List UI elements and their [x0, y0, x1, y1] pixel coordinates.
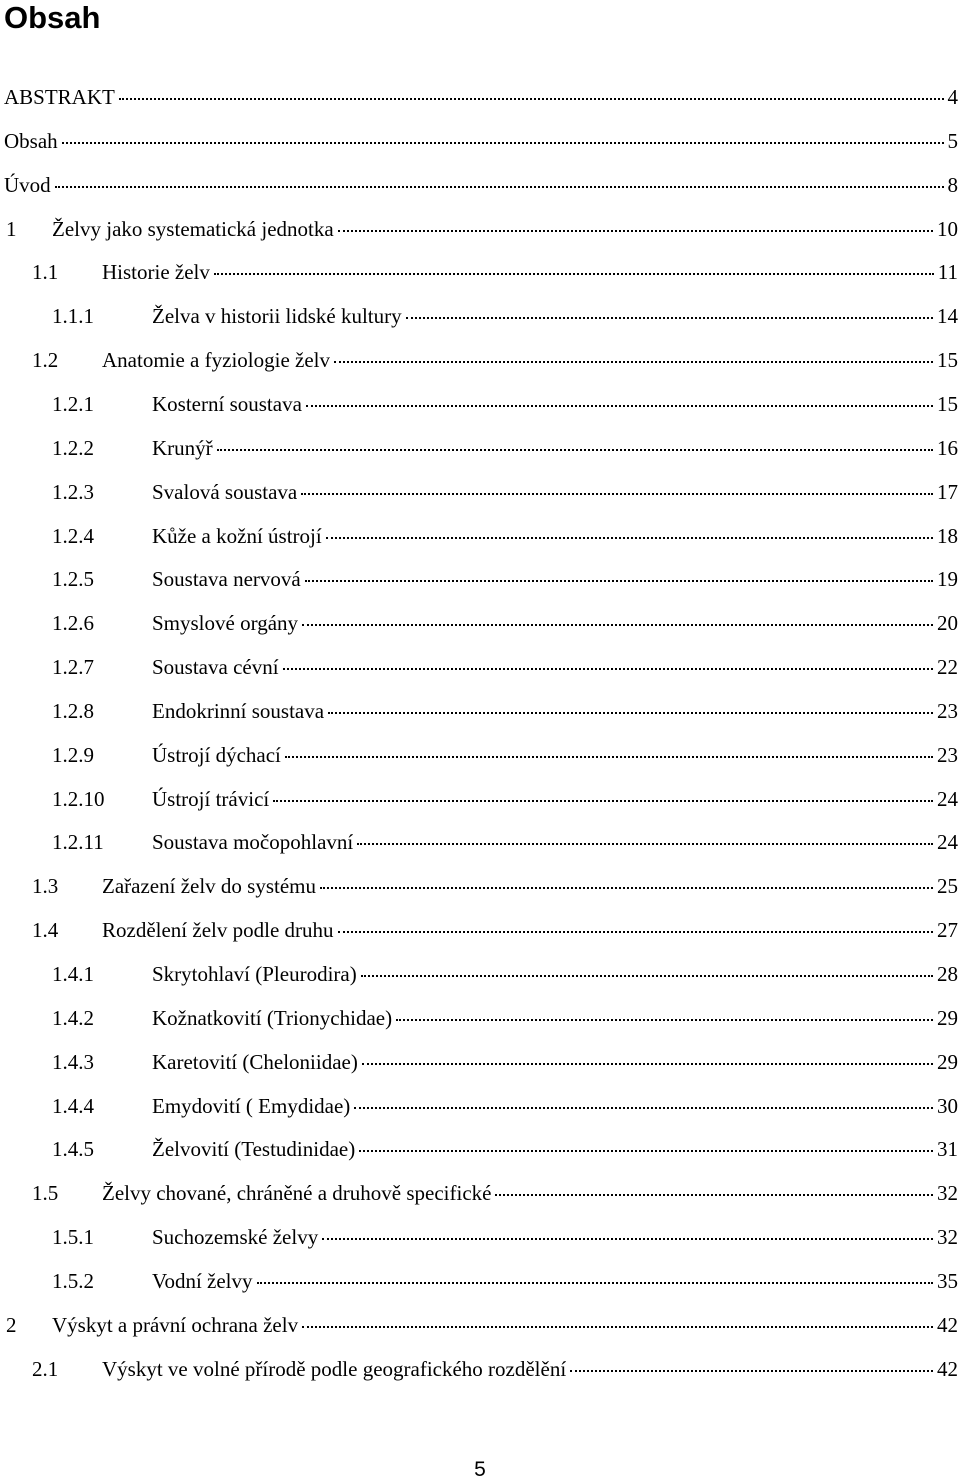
toc-entry[interactable] — [0, 214, 958, 244]
toc-entry-number: 1.5 — [32, 1181, 59, 1206]
toc-entry-title: Soustava cévní — [152, 655, 279, 680]
toc-entry-number: 1.5.2 — [52, 1268, 94, 1293]
toc-entry[interactable] — [0, 257, 958, 287]
toc-leader-dots — [257, 1281, 933, 1284]
toc-entry-page: 32 — [937, 1225, 958, 1250]
toc-entry-page: 24 — [937, 830, 958, 855]
toc-entry-page: 15 — [937, 391, 958, 416]
toc-entry-title: Svalová soustava — [152, 479, 298, 504]
toc-entry[interactable] — [0, 389, 958, 419]
toc-entry-number: 1.1.1 — [52, 304, 94, 329]
toc-entry[interactable] — [0, 871, 958, 901]
toc-entry-number: 1.2.7 — [52, 655, 94, 680]
toc-entry-number: 1.4.3 — [52, 1049, 94, 1074]
toc-entry-number: 1.4 — [32, 918, 59, 943]
toc-entry-page: 23 — [937, 698, 958, 723]
page-title: Obsah — [4, 0, 101, 35]
toc-entry[interactable] — [0, 1091, 958, 1121]
toc-entry-page: 32 — [937, 1181, 958, 1206]
toc-entry-number: 1.2.8 — [52, 698, 94, 723]
toc-entry-number: 1.2.3 — [52, 479, 94, 504]
toc-entry-page: 29 — [937, 1049, 958, 1074]
toc-entry[interactable] — [0, 1266, 958, 1296]
toc-leader-dots — [328, 711, 933, 714]
toc-entry[interactable] — [0, 126, 958, 156]
toc-entry-title: Výskyt ve volné přírodě podle geografického rozdělění — [102, 1356, 567, 1381]
toc-entry-page: 24 — [937, 786, 958, 811]
toc-entry-page: 14 — [937, 304, 958, 329]
toc-leader-dots — [359, 1149, 933, 1152]
toc-entry-number: 1.3 — [32, 874, 59, 899]
toc-entry-title: Kůže a kožní ústrojí — [152, 523, 322, 548]
toc-leader-dots — [354, 1106, 933, 1109]
toc-entry-title: Želvy jako systematická jednotka — [52, 216, 334, 241]
toc-entry-title: Kožnatkovití (Trionychidae) — [152, 1005, 393, 1030]
toc-leader-dots — [62, 141, 944, 144]
toc-entry-number: 1.2.10 — [52, 786, 105, 811]
toc-leader-dots — [302, 1325, 933, 1328]
toc-entry[interactable] — [0, 1222, 958, 1252]
toc-entry-page: 31 — [937, 1137, 958, 1162]
toc-entry-number: 1.4.4 — [52, 1093, 94, 1118]
toc-entry[interactable] — [0, 827, 958, 857]
toc-entry-title: Soustava močopohlavní — [152, 830, 354, 855]
toc-leader-dots — [357, 842, 933, 845]
toc-entry-page: 11 — [937, 260, 958, 285]
toc-entry-number: 1.2 — [32, 348, 59, 373]
toc-entry-title: Úvod — [4, 172, 51, 197]
toc-entry[interactable] — [0, 740, 958, 770]
toc-leader-dots — [338, 229, 933, 232]
toc-entry[interactable] — [0, 477, 958, 507]
toc-entry-number: 1.2.2 — [52, 435, 94, 460]
toc-entry[interactable] — [0, 1003, 958, 1033]
toc-entry-title: Historie želv — [102, 260, 210, 285]
toc-entry[interactable] — [0, 915, 958, 945]
toc-entry[interactable] — [0, 170, 958, 200]
toc-entry[interactable] — [0, 433, 958, 463]
toc-entry-page: 16 — [937, 435, 958, 460]
toc-entry-title: Suchozemské želvy — [152, 1225, 319, 1250]
toc-leader-dots — [495, 1193, 933, 1196]
toc-entry[interactable] — [0, 521, 958, 551]
page-number: 5 — [474, 1458, 486, 1481]
toc-entry-page: 20 — [937, 611, 958, 636]
toc-entry[interactable] — [0, 1178, 958, 1208]
toc-leader-dots — [302, 623, 933, 626]
toc-leader-dots — [283, 667, 933, 670]
toc-entry-page: 8 — [947, 172, 958, 197]
toc-entry-page: 27 — [937, 918, 958, 943]
toc-entry-number: 1.2.4 — [52, 523, 94, 548]
toc-leader-dots — [55, 185, 944, 188]
toc-leader-dots — [334, 360, 933, 363]
toc-leader-dots — [396, 1018, 933, 1021]
toc-entry-title: Krunýř — [152, 435, 213, 460]
toc-entry-page: 17 — [937, 479, 958, 504]
toc-entry-number: 2.1 — [32, 1356, 59, 1381]
toc-entry-page: 4 — [947, 85, 958, 109]
toc-entry-number: 1.2.6 — [52, 611, 94, 636]
toc-entry-number: 1.4.5 — [52, 1137, 94, 1162]
toc-leader-dots — [285, 755, 933, 758]
toc-entry[interactable] — [0, 345, 958, 375]
toc-entry-page: 15 — [937, 348, 958, 373]
toc-entry-title: Endokrinní soustava — [152, 698, 325, 723]
toc-entry-page: 19 — [937, 567, 958, 592]
toc-leader-dots — [306, 404, 933, 407]
toc-entry-title: Ústrojí dýchací — [152, 742, 281, 767]
toc-entry-title: Výskyt a právní ochrana želv — [52, 1312, 299, 1337]
toc-entry-title: Želvy chované, chráněné a druhově specifické — [102, 1181, 492, 1206]
toc-entry-title: Kosterní soustava — [152, 391, 302, 416]
toc-entry[interactable] — [0, 696, 958, 726]
toc-entry[interactable] — [0, 784, 958, 814]
toc-entry-title: Anatomie a fyziologie želv — [102, 348, 330, 373]
toc-entry-number: 1.2.9 — [52, 742, 94, 767]
toc-leader-dots — [322, 1237, 933, 1240]
toc-leader-dots — [570, 1369, 933, 1372]
toc-entry-number: 1.2.11 — [52, 830, 104, 855]
toc-entry[interactable] — [0, 1354, 958, 1384]
toc-entry-title: Želva v historii lidské kultury — [152, 304, 402, 329]
toc-entry-page: 30 — [937, 1093, 958, 1118]
toc-entry-page: 35 — [937, 1268, 958, 1293]
toc-leader-dots — [217, 448, 933, 451]
toc-entry-number: 2 — [6, 1312, 17, 1337]
toc-leader-dots — [362, 1062, 933, 1065]
toc-leader-dots — [320, 886, 933, 889]
toc-leader-dots — [338, 930, 933, 933]
toc-entry-title: Želvovití (Testudinidae) — [152, 1137, 356, 1162]
toc-entry-page: 25 — [937, 874, 958, 899]
toc-leader-dots — [305, 579, 933, 582]
toc-entry-number: 1.2.1 — [52, 391, 94, 416]
toc-entry[interactable] — [0, 608, 958, 638]
toc-entry[interactable] — [0, 1134, 958, 1164]
toc-leader-dots — [214, 272, 934, 275]
toc-leader-dots — [273, 799, 933, 802]
toc-entry-number: 1.4.2 — [52, 1005, 94, 1030]
toc-entry-title: Obsah — [4, 128, 58, 153]
toc-entry-page: 29 — [937, 1005, 958, 1030]
toc-entry-title: Karetovití (Cheloniidae) — [152, 1049, 358, 1074]
toc-entry[interactable] — [0, 564, 958, 594]
toc-entry[interactable] — [0, 82, 958, 112]
toc-entry-number: 1.1 — [32, 260, 59, 285]
toc-entry-title: Soustava nervová — [152, 567, 301, 592]
toc-entry[interactable] — [0, 1047, 958, 1077]
toc-entry-title: Skrytohlaví (Pleurodira) — [152, 962, 357, 986]
toc-entry-page: 5 — [947, 128, 958, 153]
toc-entry-page: 28 — [937, 962, 958, 986]
toc-entry[interactable] — [0, 959, 958, 989]
toc-entry[interactable] — [0, 301, 958, 331]
toc-entry-title: Smyslové orgány — [152, 611, 299, 636]
toc-leader-dots — [406, 316, 933, 319]
toc-leader-dots — [301, 492, 933, 495]
toc-entry-page: 10 — [937, 216, 958, 241]
toc-entry-page: 42 — [937, 1312, 958, 1337]
toc-entry-page: 18 — [937, 523, 958, 548]
toc-entry-title: Emydovití ( Emydidae) — [152, 1093, 351, 1118]
toc-entry-title: ABSTRAKT — [4, 85, 115, 109]
toc-entry-number: 1 — [6, 216, 17, 241]
toc-entry-number: 1.2.5 — [52, 567, 94, 592]
toc-entry-title: Rozdělení želv podle druhu — [102, 918, 334, 943]
toc-entry-page: 42 — [937, 1356, 958, 1381]
toc-leader-dots — [361, 974, 933, 977]
toc-entry-title: Vodní želvy — [152, 1268, 253, 1293]
toc-entry[interactable] — [0, 652, 958, 682]
toc-leader-dots — [119, 97, 944, 100]
toc-entry-page: 23 — [937, 742, 958, 767]
toc-entry[interactable] — [0, 1310, 958, 1340]
toc-entry-title: Ústrojí trávicí — [152, 786, 270, 811]
toc-entry-page: 22 — [937, 655, 958, 680]
toc-entry-number: 1.5.1 — [52, 1225, 94, 1250]
toc-entry-number: 1.4.1 — [52, 962, 94, 986]
toc-leader-dots — [326, 536, 933, 539]
toc-entry-title: Zařazení želv do systému — [102, 874, 316, 899]
